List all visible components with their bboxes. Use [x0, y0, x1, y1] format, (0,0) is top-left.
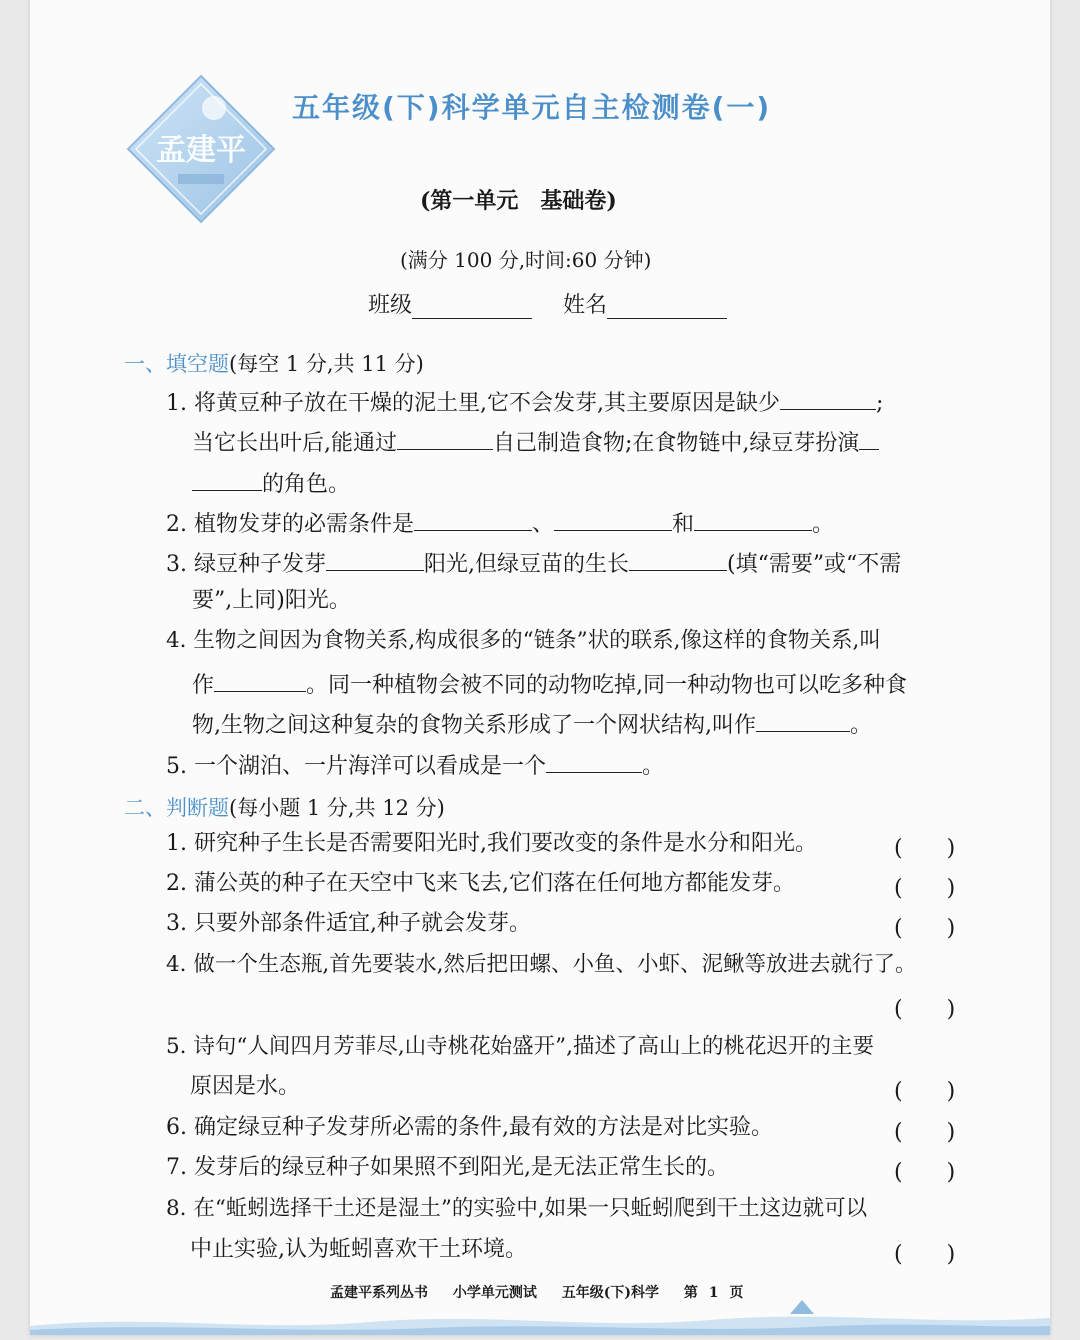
exam-page [30, 0, 1050, 1335]
class-label: 班级 [368, 293, 413, 318]
question-text: 阳光,但绿豆苗的生长 [423, 552, 629, 577]
answer-blank[interactable] [629, 550, 727, 571]
answer-blank[interactable] [859, 429, 879, 450]
question-text: 和 [672, 512, 695, 537]
question-text: 、 [531, 512, 554, 537]
answer-paren[interactable]: ( ) [894, 836, 956, 861]
question-line: 8. 在“蚯蚓选择干土还是湿土”的实验中,如果一只蚯蚓爬到干土这边就可以 [166, 1196, 868, 1221]
question-text: 2. 植物发芽的必需条件是 [166, 512, 414, 537]
question-text: 3. 绿豆种子发芽 [166, 552, 326, 577]
question-text: (填“需要”或“不需 [726, 552, 902, 577]
question-text: 5. 一个湖泊、一片海洋可以看成是一个 [166, 754, 546, 779]
question-line [192, 429, 879, 455]
answer-blank[interactable] [192, 470, 262, 491]
question-line: 4. 做一个生态瓶,首先要装水,然后把田螺、小鱼、小虾、泥鳅等放进去就行了。 [166, 952, 917, 977]
question-text: 1. 将黄豆种子放在干燥的泥土里,它不会发芽,其主要原因是缺少 [166, 391, 780, 416]
answer-blank[interactable] [694, 510, 812, 531]
question-line: 2. 蒲公英的种子在天空中飞来飞去,它们落在任何地方都能发芽。 [166, 871, 795, 896]
question-text: 。 [850, 713, 873, 738]
question-line: 中止实验,认为蚯蚓喜欢干土环境。 [190, 1237, 527, 1262]
question-text: 要”,上同)阳光。 [192, 588, 351, 613]
svg-text:孟建平: 孟建平 [156, 133, 246, 168]
publisher-logo [126, 74, 276, 224]
question-line [166, 510, 834, 536]
question-line [192, 470, 350, 496]
question-text: 物,生物之间这种复杂的食物关系形成了一个网状结构,叫作 [192, 713, 756, 738]
question-line: 7. 发芽后的绿豆种子如果照不到阳光,是无法正常生长的。 [166, 1155, 729, 1180]
question-text: 当它长出叶后,能通过 [192, 431, 397, 456]
answer-blank[interactable] [397, 429, 493, 450]
answer-paren[interactable]: ( ) [894, 916, 956, 941]
footer-subject: 五年级(下)科学 [561, 1285, 659, 1301]
section-note: (每空 1 分,共 11 分) [229, 352, 424, 376]
answer-paren[interactable]: ( ) [894, 1242, 956, 1267]
question-line [166, 630, 881, 652]
answer-paren[interactable]: ( ) [894, 876, 956, 901]
answer-blank[interactable] [214, 671, 306, 692]
question-line [192, 590, 351, 612]
question-line: 3. 只要外部条件适宜,种子就会发芽。 [166, 911, 531, 936]
student-fields [368, 288, 751, 319]
question-line [192, 711, 872, 737]
question-text: 自己制造食物;在食物链中,绿豆芽扮演 [493, 431, 860, 456]
question-line [166, 389, 883, 415]
answer-paren[interactable]: ( ) [894, 997, 956, 1022]
question-text: 。同一种植物会被不同的动物吃掉,同一种动物也可以吃多种食 [306, 673, 908, 698]
answer-blank[interactable] [554, 510, 672, 531]
question-text: 。 [642, 754, 665, 779]
question-line [166, 550, 901, 576]
question-line: 原因是水。 [190, 1074, 301, 1099]
section-note: (每小题 1 分,共 12 分) [229, 796, 445, 820]
question-text: 的角色。 [262, 472, 351, 497]
question-line [166, 752, 664, 778]
answer-paren[interactable]: ( ) [894, 1160, 956, 1185]
name-label: 姓名 [563, 293, 608, 318]
exam-meta: (满分 100 分,时间:60 分钟) [400, 248, 652, 272]
answer-blank[interactable] [780, 389, 876, 410]
question-line: 5. 诗句“人间四月芳菲尽,山寺桃花始盛开”,描述了高山上的桃花迟开的主要 [166, 1034, 875, 1059]
answer-blank[interactable] [414, 510, 532, 531]
class-blank[interactable] [412, 296, 532, 319]
question-line [192, 671, 907, 697]
section-title: 二、判断题 [124, 796, 229, 820]
answer-blank[interactable] [326, 550, 424, 571]
question-line: 1. 研究种子生长是否需要阳光时,我们要改变的条件是水分和阳光。 [166, 831, 817, 856]
footer-series: 孟建平系列丛书 [330, 1285, 428, 1301]
section-fill-in [124, 348, 424, 378]
footer-test: 小学单元测试 [452, 1285, 537, 1301]
answer-paren[interactable]: ( ) [894, 1120, 956, 1145]
section-true-false [124, 792, 445, 822]
question-text: 。 [812, 512, 835, 537]
question-text: 4. 生物之间因为食物关系,构成很多的“链条”状的联系,像这样的食物关系,叫 [166, 628, 881, 653]
question-line: 6. 确定绿豆种子发芽所必需的条件,最有效的方法是对比实验。 [166, 1115, 773, 1140]
exam-subtitle: (第一单元 基础卷) [420, 188, 617, 214]
footer-wave-decoration [30, 1296, 1050, 1335]
question-text: ; [875, 391, 884, 416]
answer-blank[interactable] [756, 711, 850, 732]
question-text: 作 [192, 673, 215, 698]
footer-page: 第 1 页 [683, 1285, 744, 1301]
answer-blank[interactable] [546, 752, 642, 773]
section-title: 一、填空题 [124, 352, 229, 376]
exam-title: 五年级(下)科学单元自主检测卷(一) [292, 91, 772, 124]
answer-paren[interactable]: ( ) [894, 1079, 956, 1104]
name-blank[interactable] [607, 296, 727, 319]
